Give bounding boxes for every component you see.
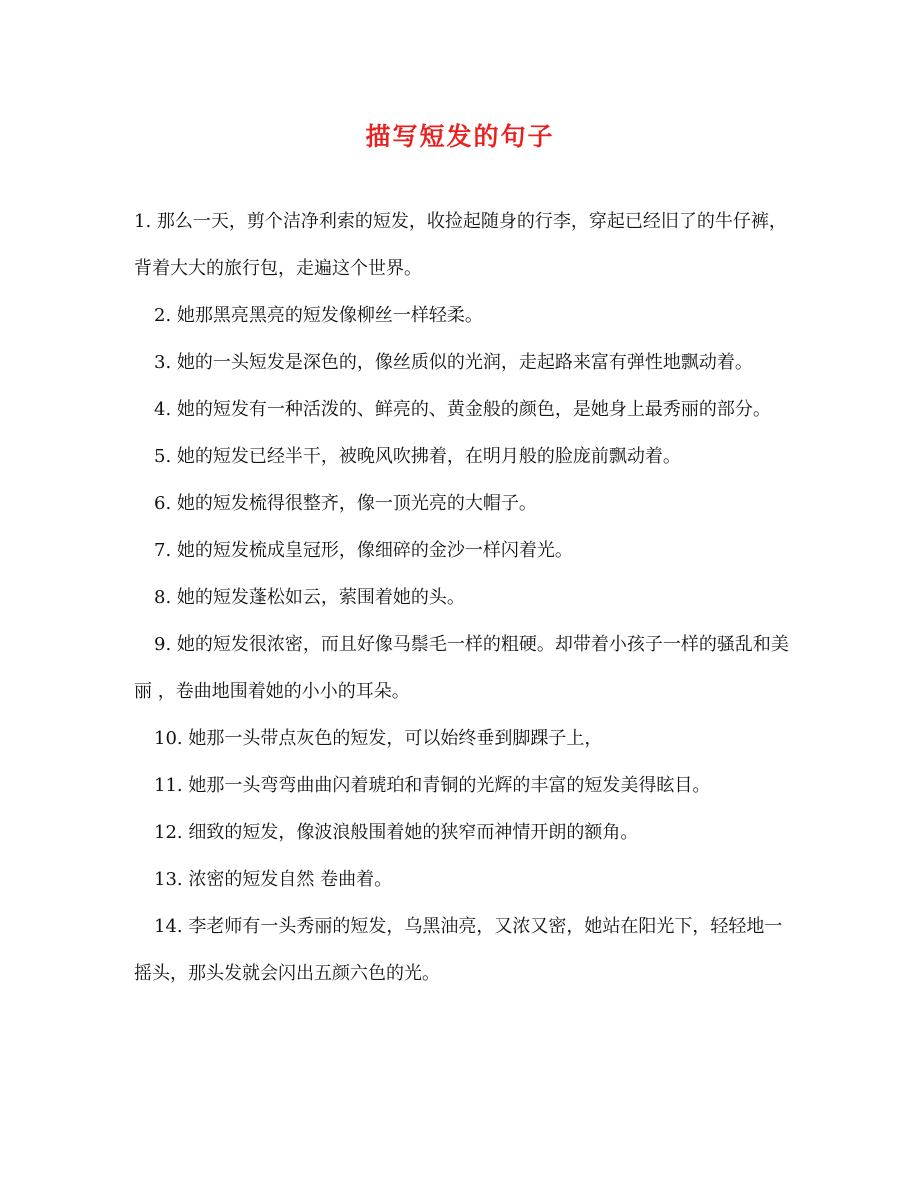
list-item: 9. 她的短发很浓密，而且好像马鬃毛一样的粗硬。却带着小孩子一样的骚乱和美丽 ，卷曲地围着她的小小的耳朵。 (134, 634, 789, 702)
list-item: 10. 她那一头带点灰色的短发，可以始终垂到脚踝子上， (154, 728, 603, 749)
list-item: 13. 浓密的短发自然 卷曲着。 (154, 869, 393, 890)
list-item: 5. 她的短发已经半干，被晚风吹拂着，在明月般的脸庞前飘动着。 (154, 446, 681, 467)
list-item: 4. 她的短发有一种活泼的、鲜亮的、黄金般的颜色，是她身上最秀丽的部分。 (154, 399, 771, 420)
list-item: 6. 她的短发梳得很整齐，像一顶光亮的大帽子。 (154, 493, 537, 514)
list-item: 8. 她的短发蓬松如云，萦围着她的头。 (154, 587, 465, 608)
list-item: 3. 她的一头短发是深色的，像丝质似的光润，走起路来富有弹性地飘动着。 (154, 352, 753, 373)
list-item: 14. 李老师有一头秀丽的短发，乌黑油亮，又浓又密，她站在阳光下，轻轻地一摇头，那头发就会闪出五颜六色的光。 (134, 916, 783, 984)
list-item: 7. 她的短发梳成皇冠形，像细碎的金沙一样闪着光。 (154, 540, 573, 561)
list-item: 1. 那么一天，剪个洁净利索的短发，收捡起随身的行李，穿起已经旧了的牛仔裤，背着大大的旅行包，走遍这个世界。 (134, 211, 787, 279)
list-item: 12. 细致的短发，像波浪般围着她的狭窄而神情开朗的额角。 (154, 822, 639, 843)
list-item: 2. 她那黑亮黑亮的短发像柳丝一样轻柔。 (154, 305, 483, 326)
document-title: 描写短发的句子 (365, 122, 555, 151)
document-body (134, 198, 800, 997)
list-item: 11. 她那一头弯弯曲曲闪着琥珀和青铜的光辉的丰富的短发美得眩目。 (154, 775, 711, 796)
